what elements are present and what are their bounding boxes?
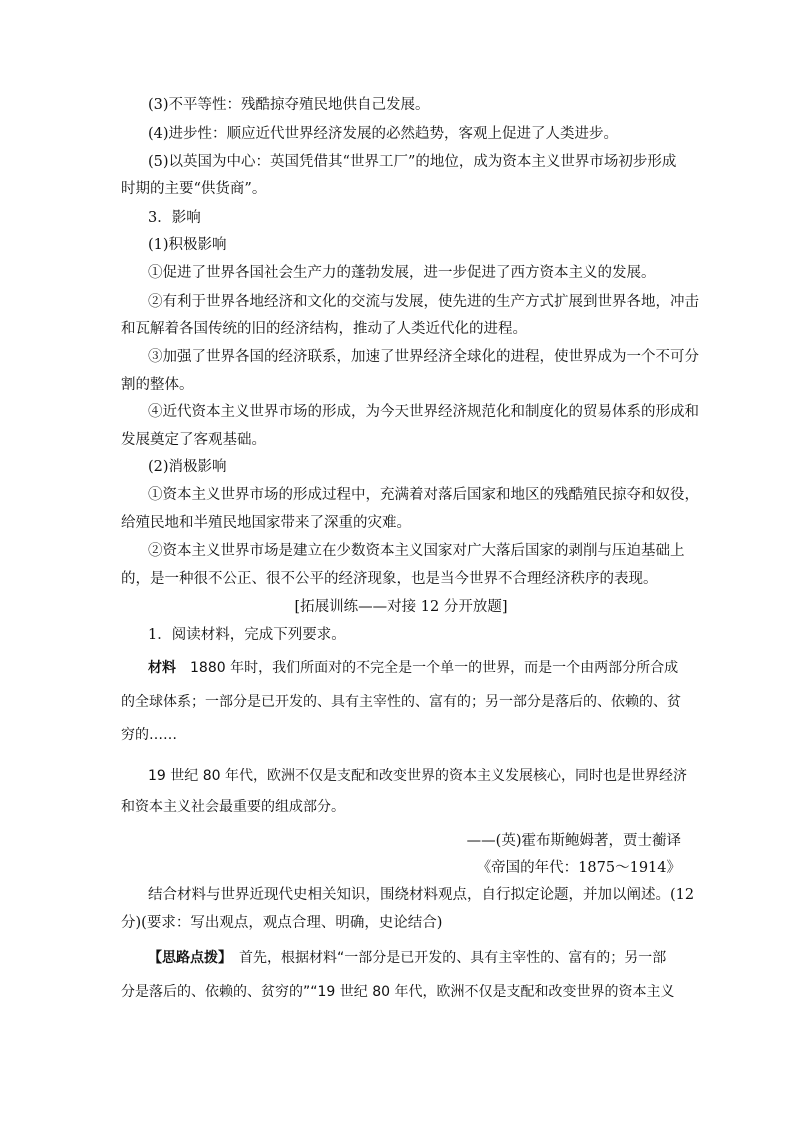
- hint-text: 首先，根据材料“一部分是已开发的、具有主宰性的、富有的；另一部: [225, 950, 667, 966]
- material-text: 1880 年时，我们所面对的不完全是一个单一的世界，而是一个由两部分所合成: [176, 660, 679, 676]
- material-label: 材料: [148, 660, 176, 676]
- text-line: ③加强了世界各国的经济联系，加速了世界经济全球化的进程，使世界成为一个不可分: [148, 349, 699, 365]
- material-line: 的全球体系；一部分是已开发的、具有主宰性的、富有的；另一部分是落后的、依赖的、贫: [121, 694, 681, 710]
- text-line: ④近代资本主义世界市场的形成，为今天世界经济规范化和制度化的贸易体系的形成和: [148, 404, 699, 420]
- text-line: ②有利于世界各地经济和文化的交流与发展，使先进的生产方式扩展到世界各地，冲击: [148, 294, 699, 310]
- question-text: 结合材料与世界近现代史相关知识，围绕材料观点，自行拟定论题，并加以阐述。(12: [148, 887, 695, 903]
- text-line: 和瓦解着各国传统的旧的经济结构，推动了人类近代化的进程。: [121, 321, 527, 337]
- text-line: ①资本主义世界市场的形成过程中，充满着对落后国家和地区的残酷殖民掠夺和奴役，: [148, 487, 699, 503]
- material-line: [148, 658, 708, 678]
- section-heading: 3．影响: [148, 210, 201, 226]
- text-line: (3)不平等性：残酷掠夺殖民地供自己发展。: [148, 97, 430, 113]
- hint-label: 【思路点拨】: [148, 950, 225, 966]
- question-prompt: 1．阅读材料，完成下列要求。: [148, 627, 346, 643]
- text-line: (4)进步性：顺应近代世界经济发展的必然趋势，客观上促进了人类进步。: [148, 126, 619, 142]
- text-line: 发展奠定了客观基础。: [121, 432, 266, 448]
- source-author: ——(英)霍布斯鲍姆著，贾士蘅译: [466, 833, 681, 849]
- subsection-heading: (2)消极影响: [148, 459, 227, 475]
- text-line: ②资本主义世界市场是建立在少数资本主义国家对广大落后国家的剥削与压迫基础上: [148, 543, 685, 559]
- question-text: 分)(要求：写出观点，观点合理、明确，史论结合): [121, 915, 443, 931]
- text-line: 割的整体。: [121, 377, 194, 393]
- text-line: ①促进了世界各国社会生产力的蓬勃发展，进一步促进了西方资本主义的发展。: [148, 265, 656, 281]
- hint-line: 分是落后的、依赖的、贫穷的”“19 世纪 80 年代，欧洲不仅是支配和改变世界的资本主义: [121, 984, 675, 1000]
- subsection-heading: (1)积极影响: [148, 237, 227, 253]
- text-line: 给殖民地和半殖民地国家带来了深重的灾难。: [121, 515, 411, 531]
- text-line: 时期的主要“供货商”。: [121, 181, 267, 197]
- source-title: 《帝国的年代：1875～1914》: [476, 860, 681, 876]
- material-line: 和资本主义社会最重要的组成部分。: [121, 799, 345, 815]
- material-line: 19 世纪 80 年代，欧洲不仅是支配和改变世界的资本主义发展核心，同时也是世界经济: [148, 768, 687, 784]
- text-line: (5)以英国为中心：英国凭借其“世界工厂”的地位，成为资本主义世界市场初步形成: [148, 154, 677, 170]
- exercise-banner: [拓展训练——对接 12 分开放题]: [294, 599, 508, 615]
- hint-line: [148, 948, 708, 968]
- text-line: 的，是一种很不公正、很不公平的经济现象，也是当今世界不合理经济秩序的表现。: [121, 571, 658, 587]
- material-line: 穷的……: [121, 727, 177, 743]
